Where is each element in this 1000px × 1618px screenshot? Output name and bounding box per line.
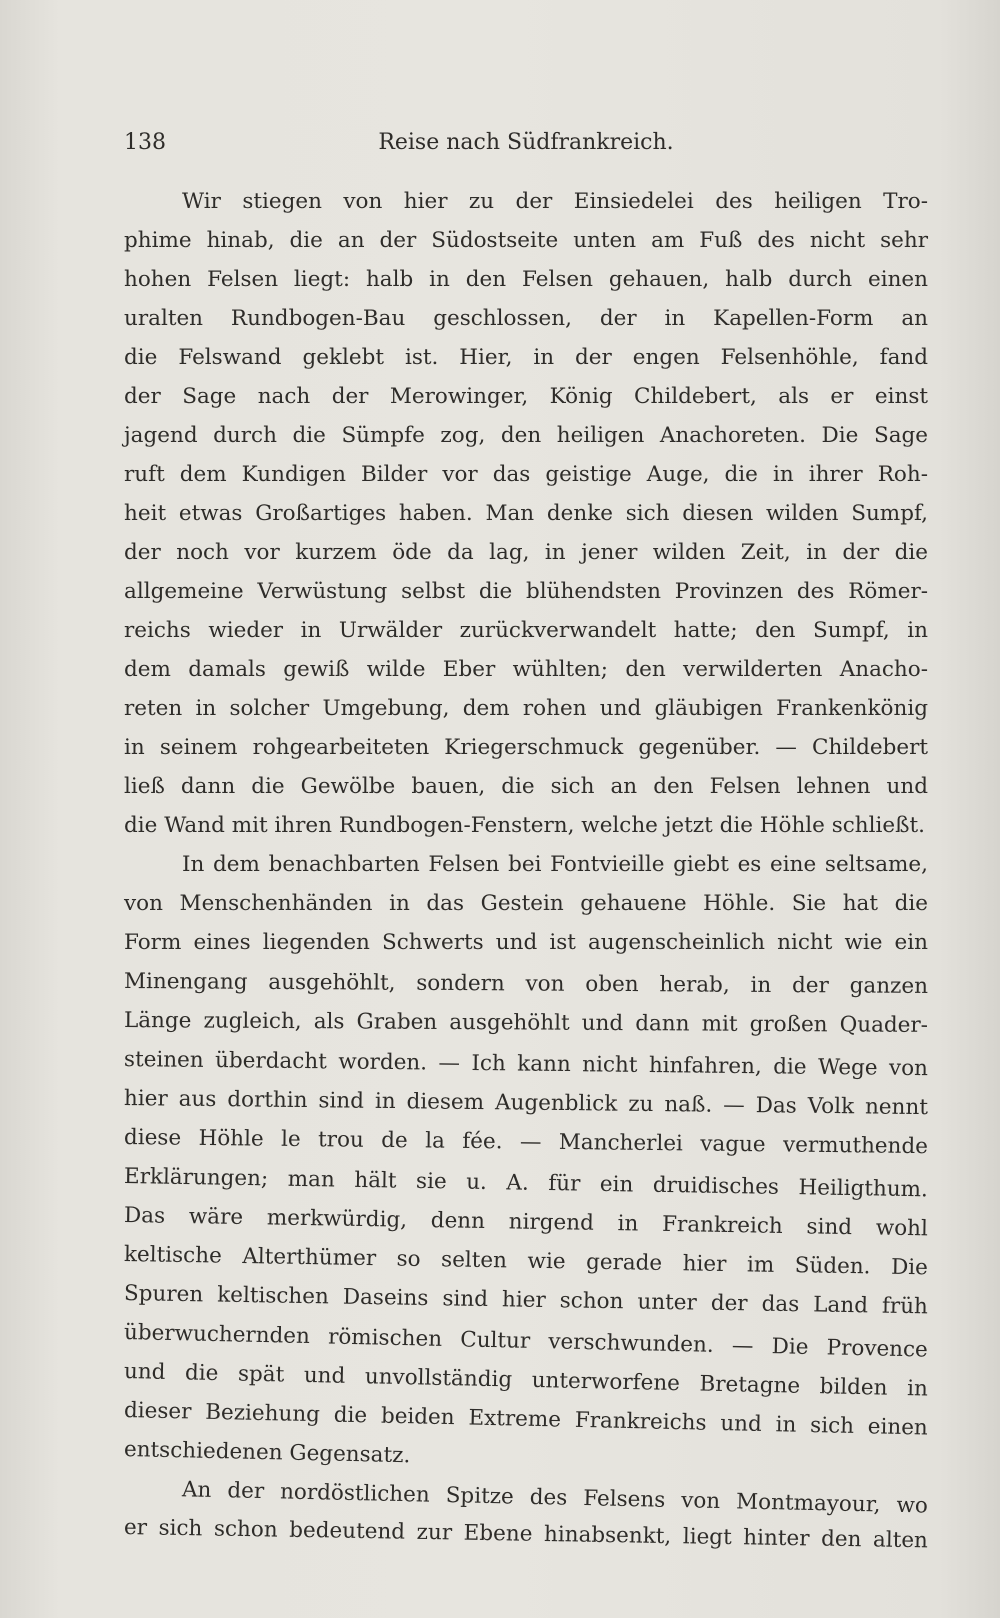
text-line: hier aus dorthin sind in diesem Augenblick zu naß. — Das Volk nennt [123, 1086, 929, 1121]
text-line: die Felswand geklebt ist. Hier, in der engen Felsenhöhle, fand [124, 345, 928, 370]
text-line: diese Höhle le trou de la fée. — Mancherlei vague vermuthende [123, 1125, 929, 1160]
text-line: phime hinab, die an der Südostseite unten am Fuß des nicht sehr [124, 228, 928, 253]
text-line: uralten Rundbogen-Bau geschlossen, der in Kapellen-Form an [124, 306, 928, 331]
running-title: Reise nach Südfrankreich. [378, 130, 674, 155]
text-line: die Wand mit ihren Rundbogen-Fenstern, welche jetzt die Höhle schließt. [124, 813, 925, 838]
text-line: von Menschenhänden in das Gestein gehauene Höhle. Sie hat die [124, 891, 928, 916]
text-line: reten in solcher Umgebung, dem rohen und gläubigen Frankenkönig [124, 696, 928, 721]
text-line: dieser Beziehung die beiden Extreme Frankreichs und in sich einen [123, 1398, 929, 1441]
text-line: der Sage nach der Merowinger, König Childebert, als er einst [124, 384, 928, 409]
text-line: keltische Alterthümer so selten wie gerade hier im Süden. Die [123, 1242, 929, 1281]
text-line: dem damals gewiß wilde Eber wühlten; den verwilderten Anacho- [124, 657, 928, 682]
text-line: entschiedenen Gegensatz. [123, 1437, 411, 1469]
text-line: er sich schon bedeutend zur Ebene hinabsenkt, liegt hinter den alten [123, 1515, 929, 1554]
text-line: Länge zugleich, als Graben ausgehöhlt und dann mit großen Quader- [123, 1008, 929, 1038]
paragraph-2 [124, 845, 928, 1469]
text-line: Spuren keltischen Daseins sind hier schon unter der das Land früh [123, 1281, 929, 1320]
paragraph-1 [124, 182, 928, 845]
text-line: Minengang ausgehöhlt, sondern von oben herab, in der ganzen [123, 969, 929, 999]
text-line: in seinem rohgearbeiteten Kriegerschmuck gegenüber. — Childebert [124, 735, 928, 760]
text-line: jagend durch die Sümpfe zog, den heiligen Anachoreten. Die Sage [124, 423, 928, 448]
text-line: An der nordöstlichen Spitze des Felsens von Montmayour, wo [181, 1477, 929, 1519]
text-line: der noch vor kurzem öde da lag, in jener wilden Zeit, in der die [124, 540, 928, 565]
text-line: und die spät und unvollständig unterworfene Bretagne bilden in [123, 1359, 929, 1402]
text-line: ließ dann die Gewölbe bauen, die sich an den Felsen lehnen und [124, 774, 928, 799]
text-line: allgemeine Verwüstung selbst die blühendsten Provinzen des Römer- [124, 579, 928, 604]
text-line: Das wäre merkwürdig, denn nirgend in Frankreich sind wohl [123, 1203, 929, 1242]
page-number: 138 [124, 130, 166, 155]
text-line: steinen überdacht worden. — Ich kann nicht hinfahren, die Wege von [123, 1047, 929, 1082]
text-line: überwuchernden römischen Cultur verschwunden. — Die Provence [123, 1320, 929, 1363]
text-line: Wir stiegen von hier zu der Einsiedelei des heiligen Tro- [182, 189, 928, 214]
text-line: heit etwas Großartiges haben. Man denke sich diesen wilden Sumpf, [124, 501, 928, 526]
text-line: reichs wieder in Urwälder zurückverwandelt hatte; den Sumpf, in [124, 618, 928, 643]
text-line: Erklärungen; man hält sie u. A. für ein druidisches Heiligthum. [123, 1164, 929, 1203]
text-line: In dem benachbarten Felsen bei Fontvieille giebt es eine seltsame, [182, 852, 928, 877]
running-head [124, 122, 928, 162]
text-line: ruft dem Kundigen Bilder vor das geistige Auge, die in ihrer Roh- [124, 462, 928, 487]
text-line: hohen Felsen liegt: halb in den Felsen gehauen, halb durch einen [124, 267, 928, 292]
text-line: Form eines liegenden Schwerts und ist augenscheinlich nicht wie ein [124, 930, 928, 955]
page-text [123, 122, 929, 1554]
